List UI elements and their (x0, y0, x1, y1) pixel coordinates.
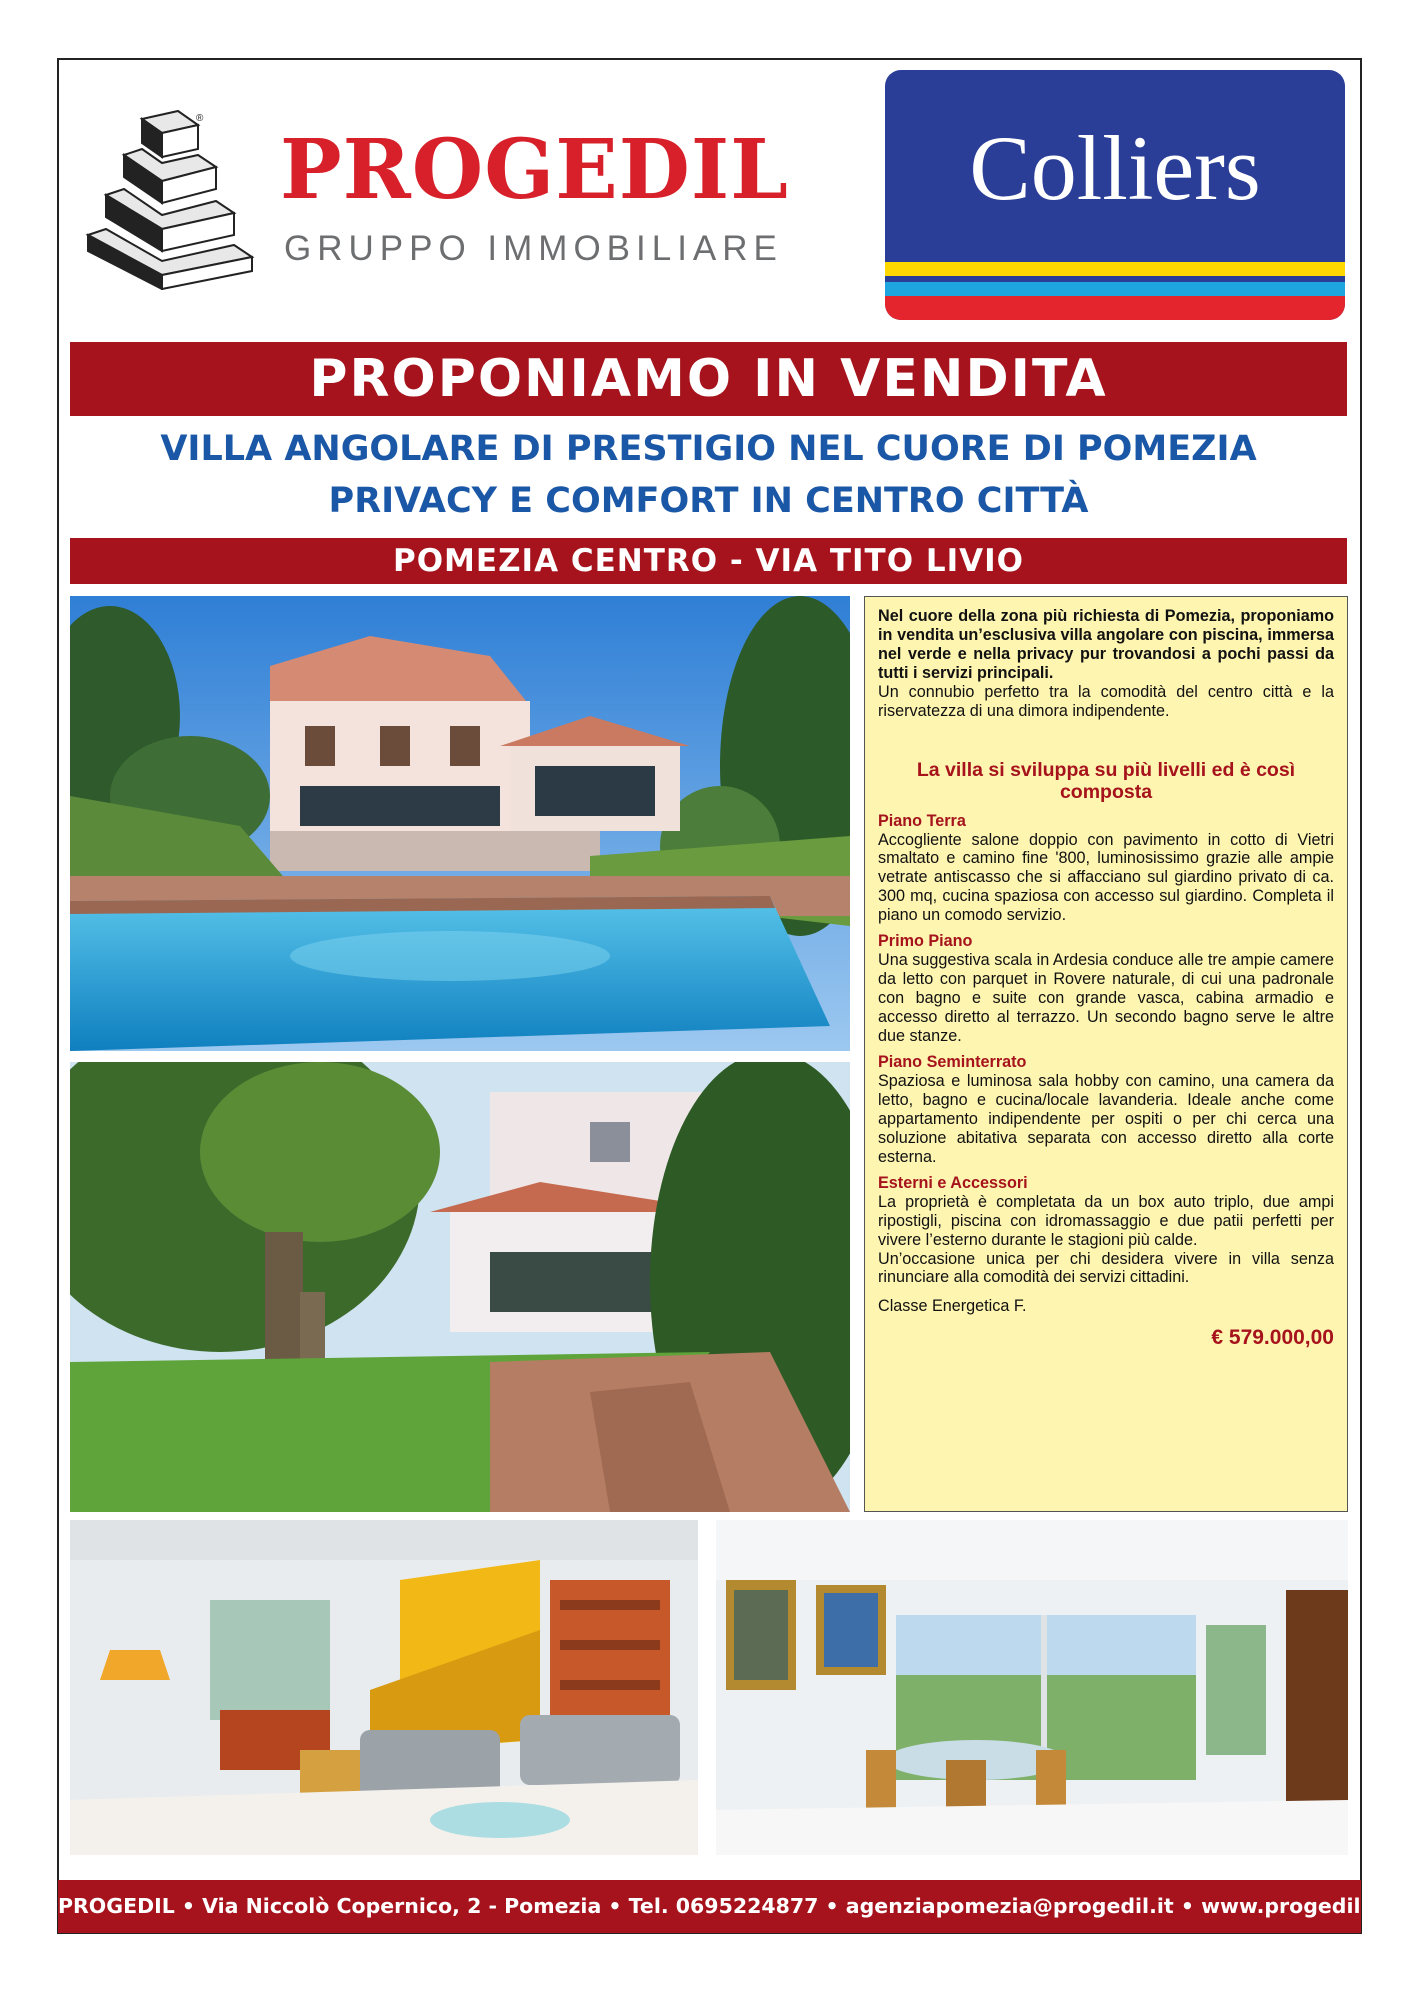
closing-paragraph: Un’occasione unica per chi desidera vivere in villa senza rinunciare alla comodità dei servizi cittadini. (878, 1249, 1334, 1287)
partner-name: Colliers (969, 117, 1261, 219)
section-text-primo-piano: Una suggestiva scala in Ardesia conduce alle tre ampie camere da letto con parquet in Rovere naturale, di cui una padronale con bagno e suite con grande vasca, cabina armadio e accesso diretto al terrazzo. Un secondo bagno serve le altre due stanze. (878, 951, 1334, 1046)
section-title-esterni: Esterni e Accessori (878, 1173, 1028, 1192)
section-title-primo-piano: Primo Piano (878, 932, 973, 951)
section-text-esterni: La proprietà è completata da un box auto triplo, due ampi ripostigli, piscina con idromassaggio e due patii perfetti per vivere l’esterno durante le stagioni più calde. (878, 1192, 1334, 1249)
living-room-photo (70, 1520, 698, 1855)
subtitle-line-1: VILLA ANGOLARE DI PRESTIGIO NEL CUORE DI POMEZIA (160, 429, 1257, 469)
composition-heading: La villa si sviluppa su più livelli ed è così composta (916, 758, 1296, 804)
footer-contact-bar: PROGEDIL • Via Niccolò Copernico, 2 - Pomezia • Tel. 0695224877 • agenziapomezia@progedil.it • www.progedil.it (58, 1880, 1361, 1933)
villa-pool-photo (70, 596, 850, 1051)
dining-room-photo (716, 1520, 1348, 1855)
page-title: PROPONIAMO IN VENDITA (70, 342, 1347, 416)
brand-subtitle: GRUPPO IMMOBILIARE (284, 229, 783, 268)
energy-class: Classe Energetica F. (878, 1297, 1027, 1316)
section-title-piano-terra: Piano Terra (878, 811, 966, 830)
pyramid-logo-icon (80, 105, 270, 290)
progedil-logo (80, 105, 840, 295)
location-banner: POMEZIA CENTRO - VIA TITO LIVIO (70, 538, 1347, 584)
section-text-seminterrato: Spaziosa e luminosa sala hobby con camino, una camera da letto, bagno e cucina/locale lavanderia. Ideale anche come appartamento indipendente per ospiti o per chi cerca una soluzione abitativa separata con accesso diretto alla corte esterna. (878, 1071, 1334, 1166)
colliers-logo (885, 70, 1345, 320)
brand-name: PROGEDIL (280, 122, 789, 218)
colliers-stripes (885, 262, 1345, 320)
section-text-piano-terra: Accogliente salone doppio con pavimento in cotto di Vietri smaltato e camino fine '800, luminosissimo grazie alle ampie vetrate antiscasso che si affacciano sul giardino privato di ca. 300 mq, cucina spaziosa con accesso sul giardino. Completa il piano un comodo servizio. (878, 830, 1334, 925)
intro-paragraph: Nel cuore della zona più richiesta di Pomezia, proponiamo in vendita un’esclusiva villa angolare con piscina, immersa nel verde e nella privacy pur trovandosi a pochi passi da tutti i servizi principali. (878, 607, 1334, 682)
subtitle-line-2: PRIVACY E COMFORT IN CENTRO CITTÀ (328, 481, 1089, 521)
garden-photo (70, 1062, 850, 1512)
intro-paragraph-2: Un connubio perfetto tra la comodità del centro città e la riservatezza di una dimora indipendente. (878, 682, 1334, 720)
description-box (864, 596, 1348, 1512)
registered-mark: ® (196, 113, 204, 124)
section-title-seminterrato: Piano Seminterrato (878, 1053, 1027, 1071)
price: € 579.000,00 (1211, 1326, 1334, 1350)
